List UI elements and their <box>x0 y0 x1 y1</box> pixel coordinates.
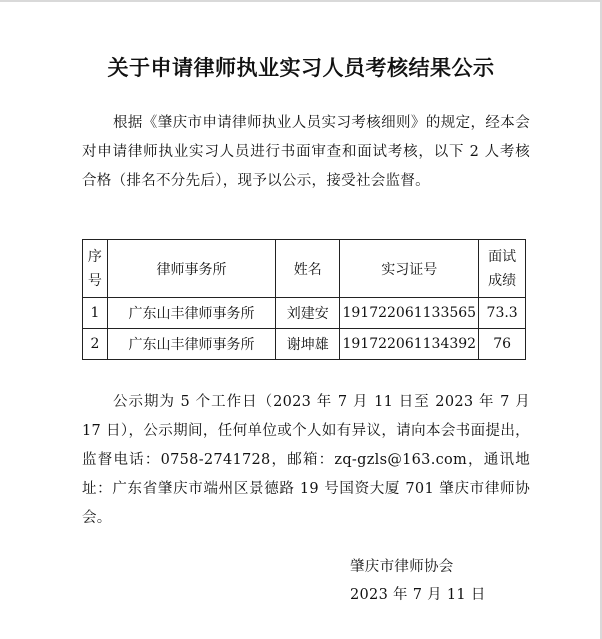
header-score-line1: 面试 <box>488 248 517 265</box>
intro-paragraph: 根据《肇庆市申请律师执业人员实习考核细则》的规定，经本会对申请律师执业实习人员进行书面审查和面试考核，以下 2 人考核合格（排名不分先后），现予以公示，接受社会监督。 <box>82 115 530 189</box>
signature-date: 2023 年 7 月 11 日 <box>350 587 486 603</box>
cell-score: 76 <box>479 329 526 360</box>
header-score <box>479 240 526 298</box>
cell-cert: 191722061134392 <box>340 329 479 360</box>
header-cert: 实习证号 <box>340 240 479 298</box>
header-name: 姓名 <box>276 240 340 298</box>
header-firm: 律师事务所 <box>107 240 275 298</box>
signature-organization: 肇庆市律师协会 <box>350 559 454 575</box>
cell-no: 2 <box>83 329 108 360</box>
table-row <box>83 298 526 329</box>
table-row <box>83 329 526 360</box>
page-top-border <box>0 0 602 2</box>
document-title: 关于申请律师执业实习人员考核结果公示 <box>107 56 495 80</box>
cell-score: 73.3 <box>479 298 526 329</box>
cell-firm: 广东山丰律师事务所 <box>107 329 275 360</box>
results-table <box>82 239 526 360</box>
header-no <box>83 240 108 298</box>
table-header-row <box>83 240 526 298</box>
notice-paragraph: 公示期为 5 个工作日（2023 年 7 月 11 日至 2023 年 7 月 17 日），公示期间，任何单位或个人如有异议，请向本会书面提出，监督电话：0758-2741728，邮箱：zq-gzls@163.com，通讯地址：广东省肇庆市端州区景德路 19 号国资大厦 701 肇庆市律师协会。 <box>82 394 530 526</box>
header-score-line2: 成绩 <box>488 272 517 289</box>
cell-no: 1 <box>83 298 108 329</box>
cell-firm: 广东山丰律师事务所 <box>107 298 275 329</box>
header-no-line2: 号 <box>87 272 102 289</box>
cell-name: 刘建安 <box>276 298 340 329</box>
header-no-line1: 序 <box>87 248 102 265</box>
cell-name: 谢坤雄 <box>276 329 340 360</box>
cell-cert: 191722061133565 <box>340 298 479 329</box>
